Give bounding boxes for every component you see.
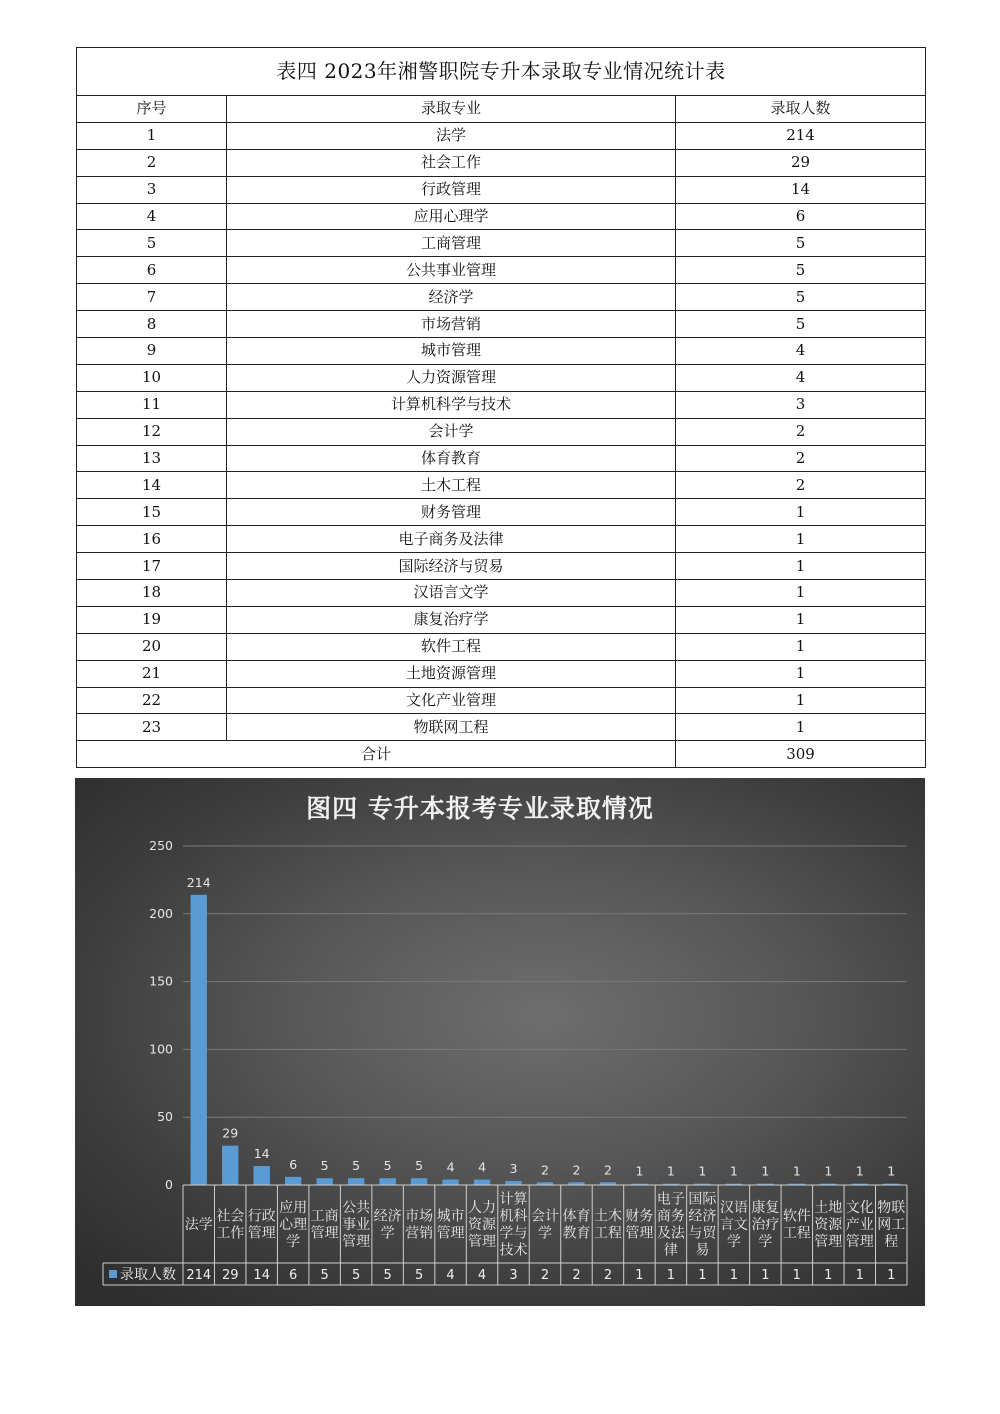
row-count: 1 — [676, 714, 926, 741]
table-body — [77, 122, 926, 740]
data-table-value: 5 — [383, 1268, 392, 1283]
row-index: 5 — [77, 230, 227, 257]
bar — [316, 1178, 332, 1185]
table-row — [77, 418, 926, 445]
category-label: 产业 — [845, 1217, 874, 1233]
category-label: 学 — [758, 1234, 773, 1250]
data-label: 2 — [603, 1162, 612, 1178]
row-count: 2 — [676, 472, 926, 499]
row-index: 12 — [77, 418, 227, 445]
table-row — [77, 660, 926, 687]
data-table-value: 3 — [509, 1268, 518, 1283]
data-label: 1 — [887, 1163, 896, 1179]
row-count: 5 — [676, 230, 926, 257]
row-count: 1 — [676, 660, 926, 687]
category-label: 管理 — [436, 1225, 465, 1242]
table-row — [77, 230, 926, 257]
category-label: 国际 — [688, 1191, 717, 1208]
row-count: 214 — [676, 122, 926, 149]
bar — [191, 895, 207, 1185]
total-value: 309 — [676, 741, 926, 768]
category-label: 电子 — [656, 1191, 685, 1208]
row-major: 物联网工程 — [227, 714, 676, 741]
legend-swatch — [109, 1270, 117, 1278]
table-row — [77, 445, 926, 472]
category-label: 治疗 — [751, 1217, 780, 1233]
data-table-value: 1 — [729, 1268, 739, 1283]
category-label: 社会 — [216, 1208, 245, 1225]
data-label: 5 — [415, 1158, 424, 1174]
category-label: 学 — [538, 1225, 552, 1242]
category-label: 教育 — [562, 1225, 591, 1242]
category-label: 学 — [286, 1234, 301, 1250]
row-count: 1 — [676, 499, 926, 526]
table-row — [77, 122, 926, 149]
category-label: 心理 — [279, 1217, 308, 1233]
category-label: 管理 — [247, 1225, 276, 1242]
bar — [505, 1181, 521, 1185]
row-major: 康复治疗学 — [227, 606, 676, 633]
category-label: 言文 — [719, 1217, 748, 1233]
data-label: 14 — [253, 1146, 270, 1162]
y-tick-label: 250 — [149, 838, 173, 853]
category-label: 市场 — [405, 1208, 434, 1225]
data-label: 2 — [572, 1162, 581, 1178]
row-major: 人力资源管理 — [227, 364, 676, 391]
category-label: 学与 — [499, 1225, 528, 1242]
table-row — [77, 257, 926, 284]
y-tick-label: 150 — [149, 973, 173, 989]
row-major: 应用心理学 — [227, 203, 676, 230]
header-major: 录取专业 — [227, 96, 676, 123]
bar — [442, 1180, 458, 1185]
row-count: 4 — [676, 364, 926, 391]
table-row — [77, 553, 926, 580]
category-label: 行政 — [247, 1208, 276, 1225]
table-row — [77, 580, 926, 607]
category-label: 营销 — [405, 1225, 434, 1242]
table-row — [77, 311, 926, 338]
row-index: 19 — [77, 606, 227, 633]
row-index: 13 — [77, 445, 227, 472]
data-table-value: 1 — [761, 1268, 770, 1283]
category-label: 管理 — [845, 1234, 874, 1250]
row-major: 城市管理 — [227, 338, 676, 365]
data-table-value: 2 — [572, 1268, 581, 1283]
category-label: 法学 — [184, 1217, 213, 1233]
data-table-value: 5 — [414, 1268, 424, 1283]
category-label: 应用 — [279, 1200, 308, 1216]
category-label: 城市 — [436, 1208, 465, 1225]
row-major: 国际经济与贸易 — [227, 553, 676, 580]
data-table-value: 29 — [221, 1268, 239, 1283]
category-label: 技术 — [499, 1242, 528, 1259]
row-count: 2 — [676, 418, 926, 445]
category-label: 管理 — [310, 1225, 339, 1242]
row-index: 17 — [77, 553, 227, 580]
data-label: 29 — [222, 1125, 239, 1141]
category-label: 管理 — [814, 1234, 843, 1250]
category-label: 资源 — [814, 1217, 843, 1233]
category-label: 公共 — [342, 1200, 371, 1216]
row-index: 7 — [77, 284, 227, 311]
header-count: 录取人数 — [676, 96, 926, 123]
category-label: 人力 — [468, 1200, 497, 1216]
category-label: 程 — [884, 1234, 899, 1250]
total-label: 合计 — [77, 741, 676, 768]
data-table-value: 214 — [186, 1268, 212, 1283]
row-count: 14 — [676, 176, 926, 203]
table-total-row — [77, 741, 926, 768]
row-major: 土地资源管理 — [227, 660, 676, 687]
row-index: 8 — [77, 311, 227, 338]
row-major: 体育教育 — [227, 445, 676, 472]
table-row — [77, 687, 926, 714]
category-label: 管理 — [342, 1234, 371, 1250]
row-index: 9 — [77, 338, 227, 365]
bar — [285, 1177, 301, 1185]
table-row — [77, 606, 926, 633]
category-label: 软件 — [782, 1208, 811, 1225]
data-label: 5 — [383, 1158, 392, 1174]
data-table-value: 2 — [603, 1268, 613, 1283]
data-label: 214 — [186, 874, 211, 890]
data-label: 4 — [478, 1159, 487, 1175]
category-label: 康复 — [751, 1200, 780, 1216]
table-row — [77, 176, 926, 203]
data-table-value: 1 — [698, 1268, 707, 1283]
bar — [222, 1146, 238, 1185]
category-label: 商务 — [656, 1208, 685, 1225]
table-row — [77, 203, 926, 230]
data-table-value: 4 — [446, 1268, 455, 1283]
row-index: 22 — [77, 687, 227, 714]
row-index: 11 — [77, 391, 227, 418]
category-label: 管理 — [468, 1234, 497, 1250]
bar — [348, 1178, 364, 1185]
category-label: 律 — [663, 1242, 678, 1259]
table-header-row — [77, 96, 926, 123]
category-label: 计算 — [499, 1191, 528, 1208]
row-index: 14 — [77, 472, 227, 499]
bar — [474, 1180, 490, 1185]
table-row — [77, 284, 926, 311]
table-row — [77, 526, 926, 553]
category-label: 工作 — [216, 1225, 245, 1242]
category-label: 经济 — [688, 1208, 717, 1225]
data-table-value: 2 — [540, 1268, 550, 1283]
row-count: 6 — [676, 203, 926, 230]
chart-title: 图四 专升本报考专业录取情况 — [306, 794, 654, 823]
table-row — [77, 472, 926, 499]
row-major: 土木工程 — [227, 472, 676, 499]
row-count: 1 — [676, 633, 926, 660]
row-index: 15 — [77, 499, 227, 526]
bar — [379, 1178, 395, 1185]
data-label: 1 — [635, 1163, 644, 1179]
y-tick-label: 200 — [149, 905, 173, 921]
row-major: 软件工程 — [227, 633, 676, 660]
data-label: 3 — [509, 1160, 518, 1176]
y-tick-label: 50 — [157, 1109, 173, 1125]
table-row — [77, 149, 926, 176]
category-label: 会计 — [531, 1208, 559, 1225]
bar-chart — [75, 778, 925, 1306]
category-label: 学 — [726, 1234, 741, 1250]
row-index: 4 — [77, 203, 227, 230]
category-label: 工商 — [310, 1208, 339, 1225]
category-label: 网工 — [877, 1217, 906, 1233]
data-table-value: 1 — [666, 1268, 676, 1283]
data-table — [103, 1185, 907, 1285]
chart-panel — [75, 778, 925, 1306]
row-major: 市场营销 — [227, 311, 676, 338]
data-table-value: 5 — [351, 1268, 361, 1283]
row-index: 2 — [77, 149, 227, 176]
row-major: 计算机科学与技术 — [227, 391, 676, 418]
category-label: 体育 — [562, 1208, 591, 1225]
category-label: 文化 — [845, 1200, 874, 1216]
category-label: 易 — [695, 1242, 710, 1259]
row-major: 公共事业管理 — [227, 257, 676, 284]
category-label: 管理 — [625, 1225, 654, 1242]
row-count: 1 — [676, 526, 926, 553]
row-index: 20 — [77, 633, 227, 660]
row-index: 3 — [77, 176, 227, 203]
legend-series-name: 录取人数 — [120, 1267, 176, 1283]
data-table-value: 1 — [887, 1268, 896, 1283]
data-table-value: 6 — [289, 1268, 298, 1283]
row-index: 21 — [77, 660, 227, 687]
row-count: 1 — [676, 606, 926, 633]
y-tick-label: 0 — [165, 1177, 173, 1192]
data-label: 1 — [698, 1163, 707, 1179]
category-label: 事业 — [342, 1217, 371, 1233]
category-label: 土地 — [814, 1200, 843, 1216]
data-table-value: 1 — [635, 1268, 644, 1283]
header-index: 序号 — [77, 96, 227, 123]
table-title: 表四 2023年湘警职院专升本录取专业情况统计表 — [77, 48, 926, 96]
table-row — [77, 364, 926, 391]
table-row — [77, 499, 926, 526]
data-labels — [187, 875, 895, 1179]
y-tick-label: 100 — [149, 1041, 173, 1057]
bar-series — [191, 895, 900, 1185]
category-label: 机科 — [499, 1208, 528, 1225]
category-label: 土木 — [593, 1208, 622, 1225]
category-label: 及法 — [656, 1225, 685, 1242]
data-label: 2 — [541, 1162, 549, 1178]
category-label: 财务 — [625, 1208, 654, 1225]
row-count: 29 — [676, 149, 926, 176]
data-table-value: 5 — [320, 1268, 329, 1283]
row-count: 5 — [676, 257, 926, 284]
row-index: 16 — [77, 526, 227, 553]
category-label: 资源 — [468, 1217, 497, 1233]
category-label: 经济 — [373, 1208, 402, 1225]
row-major: 社会工作 — [227, 149, 676, 176]
row-index: 23 — [77, 714, 227, 741]
row-index: 1 — [77, 122, 227, 149]
data-label: 1 — [824, 1163, 833, 1179]
row-major: 会计学 — [227, 418, 676, 445]
data-table-value: 1 — [824, 1268, 833, 1283]
row-major: 法学 — [227, 122, 676, 149]
row-major: 财务管理 — [227, 499, 676, 526]
table-row — [77, 391, 926, 418]
data-label: 5 — [320, 1158, 329, 1174]
data-table-value: 1 — [792, 1268, 801, 1283]
category-label: 工程 — [782, 1225, 811, 1242]
row-index: 6 — [77, 257, 227, 284]
row-major: 汉语言文学 — [227, 580, 676, 607]
data-label: 1 — [761, 1163, 770, 1179]
row-count: 2 — [676, 445, 926, 472]
bar — [411, 1178, 427, 1185]
data-table-value: 1 — [855, 1268, 864, 1283]
row-major: 电子商务及法律 — [227, 526, 676, 553]
row-count: 5 — [676, 284, 926, 311]
row-count: 1 — [676, 580, 926, 607]
row-major: 文化产业管理 — [227, 687, 676, 714]
category-label: 工程 — [593, 1225, 622, 1242]
category-label: 与贸 — [688, 1225, 717, 1242]
row-count: 1 — [676, 553, 926, 580]
grid-lines — [183, 846, 907, 1185]
table-row — [77, 338, 926, 365]
data-label: 1 — [792, 1163, 801, 1179]
category-label: 汉语 — [719, 1200, 748, 1216]
data-label: 6 — [289, 1156, 298, 1172]
admission-table — [76, 47, 926, 768]
data-table-value: 4 — [477, 1268, 487, 1283]
data-table-value: 14 — [253, 1268, 270, 1283]
row-major: 经济学 — [227, 284, 676, 311]
category-label: 物联 — [877, 1200, 906, 1216]
row-index: 18 — [77, 580, 227, 607]
category-label: 学 — [380, 1225, 395, 1242]
data-label: 1 — [729, 1163, 738, 1179]
row-major: 行政管理 — [227, 176, 676, 203]
row-count: 1 — [676, 687, 926, 714]
bar — [254, 1166, 270, 1185]
row-count: 4 — [676, 338, 926, 365]
row-index: 10 — [77, 364, 227, 391]
table-row — [77, 714, 926, 741]
data-label: 1 — [855, 1163, 864, 1179]
data-label: 4 — [446, 1159, 455, 1175]
row-major: 工商管理 — [227, 230, 676, 257]
row-count: 3 — [676, 391, 926, 418]
row-count: 5 — [676, 311, 926, 338]
table-row — [77, 633, 926, 660]
data-label: 1 — [666, 1163, 675, 1179]
y-axis-ticks — [149, 838, 173, 1192]
data-label: 5 — [352, 1158, 361, 1174]
